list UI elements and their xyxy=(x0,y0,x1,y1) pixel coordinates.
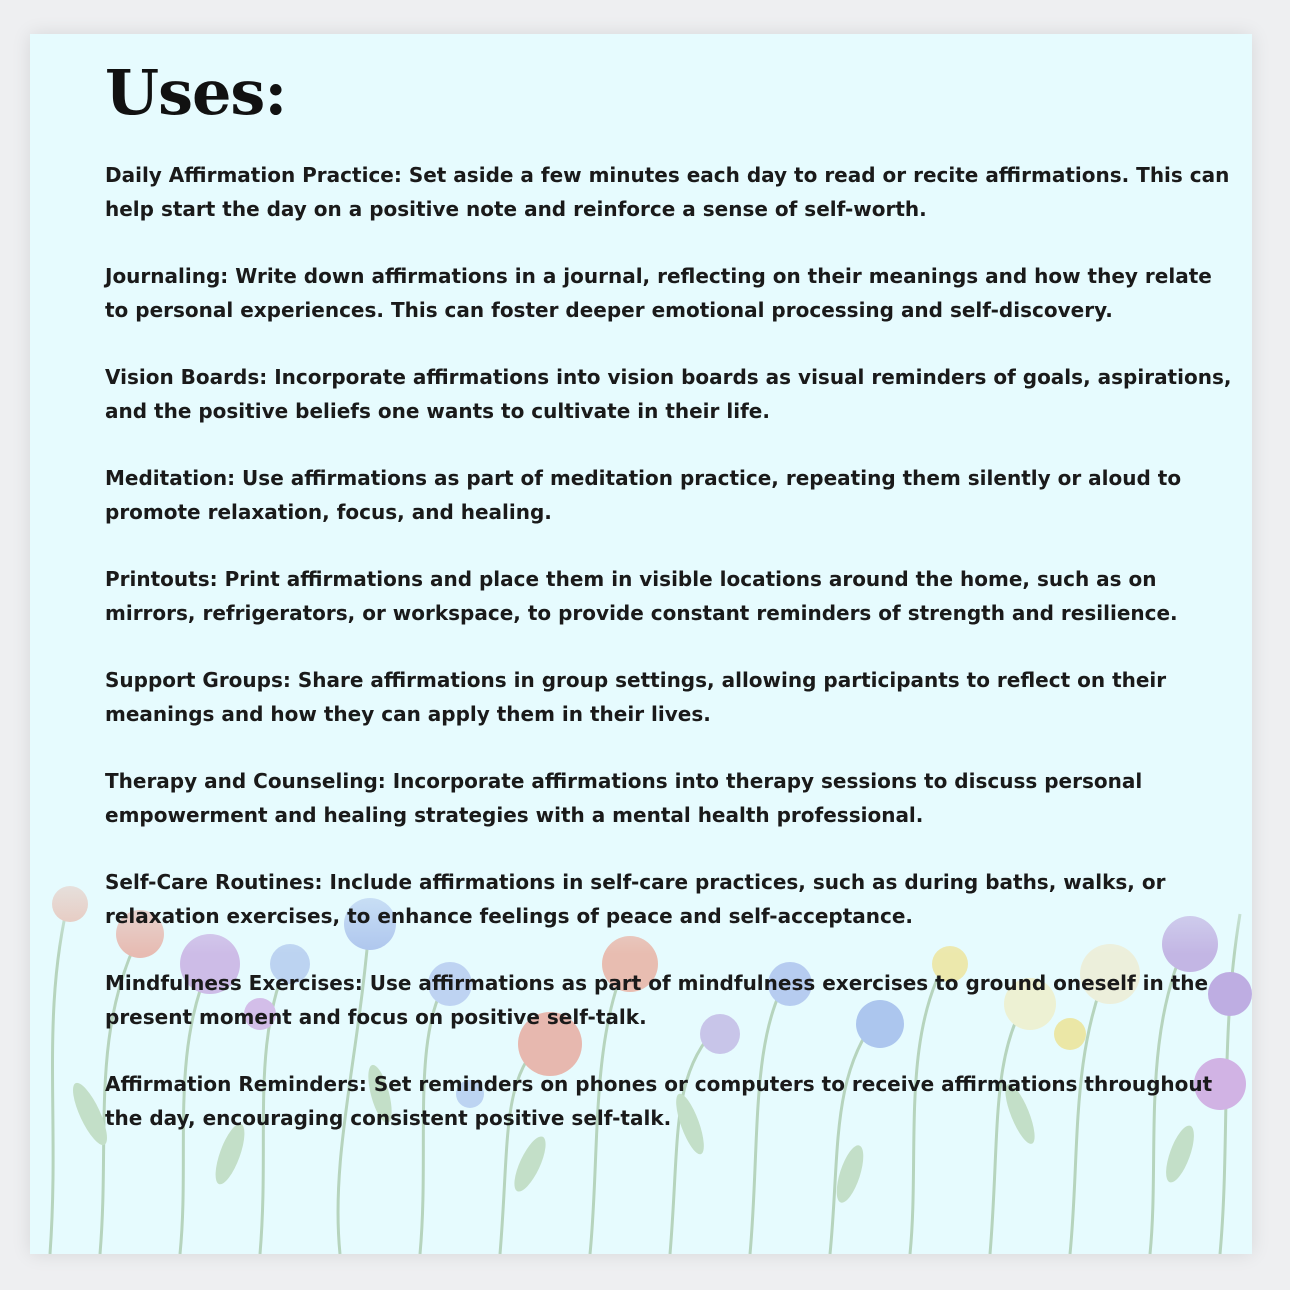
list-item: Support Groups: Share affirmations in group settings, allowing participants to reflect on their meanings and how they can apply them in their lives. xyxy=(105,668,1167,726)
list-item: Self-Care Routines: Include affirmations in self-care practices, such as during baths, walks, or relaxation exercises, to enhance feelings of peace and self-acceptance. xyxy=(105,870,1166,928)
list-item: Daily Affirmation Practice: Set aside a few minutes each day to read or recite affirmations. This can help start the day on a positive note and reinforce a sense of self-worth. xyxy=(105,163,1230,221)
list-item: Affirmation Reminders: Set reminders on phones or computers to receive affirmations throughout the day, encouraging consistent positive self-talk. xyxy=(105,1072,1213,1130)
list-item: Meditation: Use affirmations as part of meditation practice, repeating them silently or aloud to promote relaxation, focus, and healing. xyxy=(105,466,1182,524)
page-card xyxy=(30,34,1252,1254)
page-title: Uses: xyxy=(105,56,287,129)
uses-section xyxy=(105,58,1235,1168)
list-item: Therapy and Counseling: Incorporate affirmations into therapy sessions to discuss personal empowerment and healing strategies with a mental health professional. xyxy=(105,769,1143,827)
list-item: Mindfulness Exercises: Use affirmations as part of mindfulness exercises to ground oneself in the present moment and focus on positive self-talk. xyxy=(105,971,1209,1029)
list-item: Journaling: Write down affirmations in a journal, reflecting on their meanings and how they relate to personal experiences. This can foster deeper emotional processing and self-discovery. xyxy=(105,264,1212,322)
list-item: Printouts: Print affirmations and place them in visible locations around the home, such as on mirrors, refrigerators, or workspace, to provide constant reminders of strength and resilience. xyxy=(105,567,1178,625)
list-item: Vision Boards: Incorporate affirmations into vision boards as visual reminders of goals, aspirations, and the positive beliefs one wants to cultivate in their life. xyxy=(105,365,1232,423)
